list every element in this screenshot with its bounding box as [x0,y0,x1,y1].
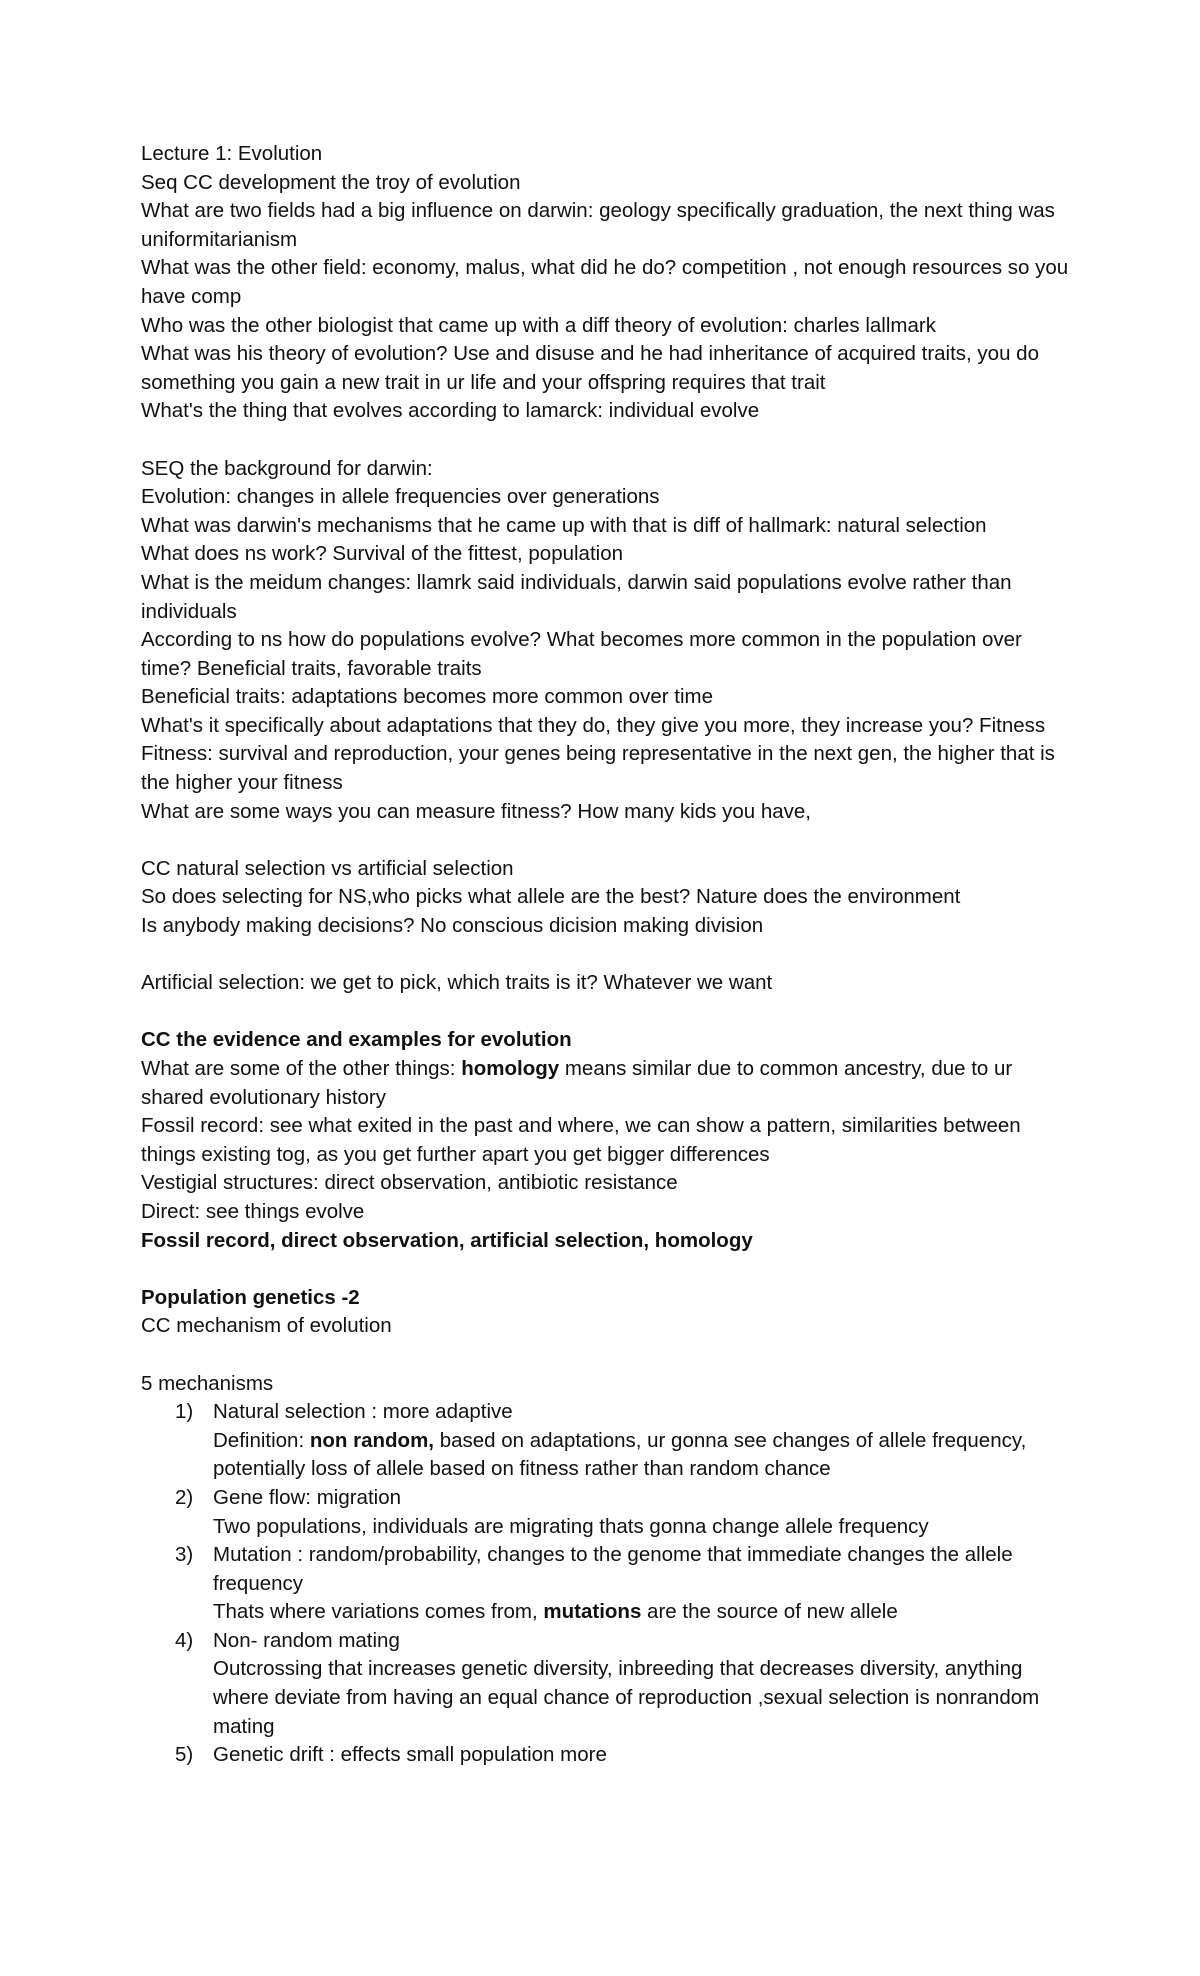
homology-term: homology [461,1057,560,1080]
homology-post: means similar due to common ancestry, due to ur shared evolutionary history [141,1057,1013,1109]
detail-post: are the source of new allele [641,1600,898,1624]
note-line: What's it specifically about adaptations that they do, they give you more, they increase you? Fitness [141,713,1046,737]
popgen-subheading: CC mechanism of evolution [141,1314,392,1338]
note-line: Is anybody making decisions? No conscious dicision making division [141,914,764,938]
spacer [141,998,1071,1027]
note-line: What was his theory of evolution? Use and disuse and he had inheritance of acquired traits, you do something you gain a new trait in ur life and your offspring requires that trait [141,342,1039,394]
mechanism-title: Non- random mating [213,1628,400,1652]
note-line: Vestigial structures: direct observation, antibiotic resistance [141,1171,678,1195]
mechanisms-title: 5 mechanisms [141,1371,274,1395]
list-number: 3) [175,1543,194,1567]
spacer [141,941,1071,970]
spacer [141,426,1071,455]
note-line: Direct: see things evolve [141,1199,365,1223]
note-line: Who was the other biologist that came up with a diff theory of evolution: charles lallmark [141,313,936,337]
evidence-summary: Fossil record, direct observation, artificial selection, homology [141,1228,753,1252]
list-number: 2) [175,1485,194,1509]
mechanisms-list [141,1398,1071,1770]
note-line: Beneficial traits: adaptations becomes more common over time [141,685,713,709]
mechanism-title: Genetic drift : effects small population more [213,1743,607,1767]
note-line: Fitness: survival and reproduction, your genes being representative in the next gen, the higher that is the higher your fitness [141,742,1055,795]
list-number: 5) [175,1743,194,1767]
homology-pre: What are some of the other things: [141,1057,462,1080]
popgen-heading: Population genetics -2 [141,1285,360,1309]
detail-bold: non random, [309,1428,434,1452]
list-item [141,1398,1071,1484]
note-line: What was darwin's mechanisms that he came up with that is diff of hallmark: natural selection [141,513,987,537]
list-item [141,1741,1071,1770]
note-line: Seq CC development the troy of evolution [141,170,521,194]
document-body [141,140,1071,1770]
evidence-heading: CC the evidence and examples for evolution [141,1028,572,1052]
list-item [141,1627,1071,1741]
list-item [141,1541,1071,1627]
detail-pre: Thats where variations comes from, [213,1600,544,1624]
note-line: What is the meidum changes: llamrk said individuals, darwin said populations evolve rather than individuals [141,570,1012,623]
note-line: So does selecting for NS,who picks what allele are the best? Nature does the environment [141,885,961,909]
mechanism-detail: Two populations, individuals are migrating thats gonna change allele frequency [213,1514,929,1538]
note-line: Evolution: changes in allele frequencies over generations [141,485,660,509]
detail-post: based on adaptations, ur gonna see changes of allele frequency, potentially loss of allele based on fitness rather than random chance [213,1428,1027,1481]
note-line: What are two fields had a big influence on darwin: geology specifically graduation, the next thing was uniformitarianism [141,199,1055,251]
mechanism-title: Gene flow: migration [213,1485,402,1509]
list-number: 4) [175,1628,194,1652]
note-line: Artificial selection: we get to pick, which traits is it? Whatever we want [141,971,773,995]
mechanism-title: Mutation : random/probability, changes to the genome that immediate changes the allele frequency [213,1543,1013,1595]
note-line: What does ns work? Survival of the fittest, population [141,542,624,566]
homology-line [141,1055,1071,1112]
spacer [141,826,1071,855]
spacer [141,1341,1071,1370]
detail-pre: Definition: [213,1428,310,1452]
mechanism-title: Natural selection : more adaptive [213,1400,513,1424]
mechanism-detail [213,1598,1071,1627]
note-line: Fossil record: see what exited in the past and where, we can show a pattern, similarities between things existing tog, as you get further apart you get bigger differences [141,1114,1021,1166]
mechanism-detail [213,1427,1071,1484]
note-line: What was the other field: economy, malus, what did he do? competition , not enough resources so you have comp [141,256,1069,308]
section-heading: SEQ the background for darwin: [141,456,433,480]
detail-bold: mutations [543,1600,642,1624]
note-line: According to ns how do populations evolve? What becomes more common in the population over time? Beneficial traits, favorable traits [141,628,1022,680]
note-line: What's the thing that evolves according to lamarck: individual evolve [141,399,760,423]
note-line: What are some ways you can measure fitness? How many kids you have, [141,799,811,823]
list-item [141,1484,1071,1541]
lecture-title: Lecture 1: Evolution [141,142,323,165]
mechanism-detail: Outcrossing that increases genetic diversity, inbreeding that decreases diversity, anything where deviate from having an equal chance of reproduction ,sexual selection is nonrandom mating [213,1657,1040,1738]
section-heading: CC natural selection vs artificial selection [141,856,514,880]
list-number: 1) [175,1400,194,1424]
spacer [141,1255,1071,1284]
